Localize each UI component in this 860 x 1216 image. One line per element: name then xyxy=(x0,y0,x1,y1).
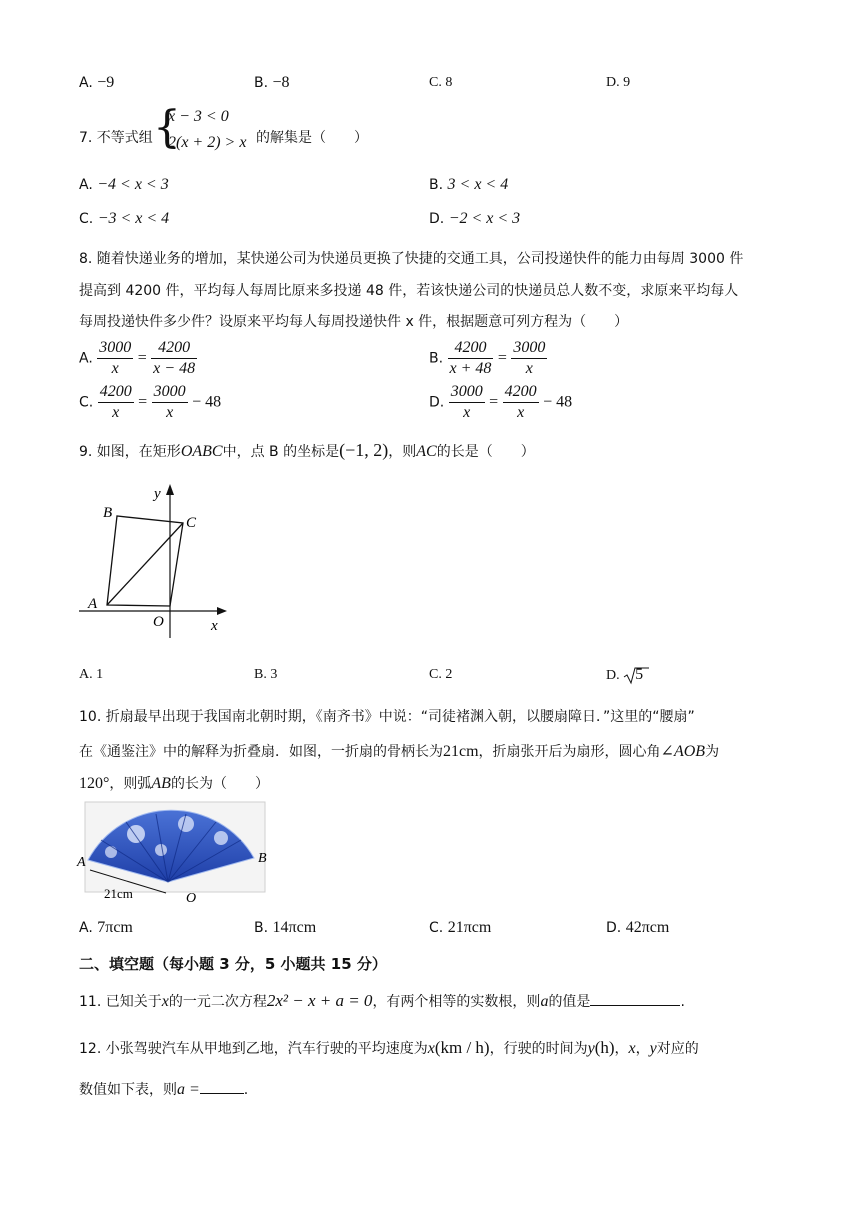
q9-option-a: A. 1 xyxy=(79,667,104,682)
q6-option-c: C. 8 xyxy=(429,75,453,90)
q8-stem-line-1: 8. 随着快递业务的增加，某快递公司为快递员更换了快捷的交通工具，公司投递快件的能力由每周 3000 件 xyxy=(79,251,744,267)
label-a: A xyxy=(88,596,98,612)
q12-answer-blank[interactable] xyxy=(200,1093,244,1094)
fan-label-b: B xyxy=(258,851,267,866)
label-c: C xyxy=(186,515,197,531)
q6-option-b: B. −8 xyxy=(254,74,290,91)
label-x: x xyxy=(211,618,218,634)
q8-option-d: D. $\frac{3000}{x}$ = $\frac{4200}{x}$ − 48 xyxy=(429,383,573,421)
q7-option-c: C. −3 < x < 4 xyxy=(79,210,170,227)
y-axis-arrow xyxy=(166,484,174,495)
q7-brace: { xyxy=(153,102,181,153)
q10-option-a: A. 7πcm xyxy=(79,919,133,936)
q10-option-d: D. 42πcm xyxy=(606,919,670,936)
q9-figure xyxy=(75,478,235,643)
q7-ineq-1: x − 3 < 0 xyxy=(168,108,229,125)
q7-option-b: B. 3 < x < 4 xyxy=(429,176,509,193)
q12-stem-line-2: 数值如下表，则a = . xyxy=(79,1081,249,1098)
q6-option-a: A. −9 xyxy=(79,74,115,91)
q7-option-d: D. −2 < x < 3 xyxy=(429,210,521,227)
section-heading-fill-in: 二、填空题（每小题 3 分，5 小题共 15 分） xyxy=(79,955,387,973)
q9-stem: 9. 如图，在矩形OABC中，点 B 的坐标是(−1, 2)，则AC的长是（ ） xyxy=(79,440,535,460)
fan-length-label: 21cm xyxy=(104,886,133,901)
q10-option-c: C. 21πcm xyxy=(429,919,492,936)
q7-option-a: A. −4 < x < 3 xyxy=(79,176,169,193)
q11-answer-blank[interactable] xyxy=(590,1005,680,1006)
fan-flower xyxy=(155,844,167,856)
q7-stem-suffix: 的解集是（ ） xyxy=(256,130,368,146)
q8-stem-line-3: 每周投递快件多少件？设原来平均每人每周投递快件 x 件，根据题意可列方程为（ ） xyxy=(79,314,629,330)
fan-label-o: O xyxy=(186,891,197,905)
q10-option-b: B. 14πcm xyxy=(254,919,317,936)
q8-option-a: A. $\frac{3000}{x}$ = $\frac{4200}{x - 48}$ xyxy=(79,339,196,377)
fan-flower xyxy=(214,831,228,845)
q9-option-d: D. 5 xyxy=(606,666,643,684)
label-b: B xyxy=(103,505,113,521)
q8-option-b: B. $\frac{4200}{x + 48}$ = $\frac{3000}{x}$ xyxy=(429,339,546,377)
q7-stem-prefix: 7. 不等式组 xyxy=(79,130,153,146)
q6-option-d: D. 9 xyxy=(606,75,631,90)
fan-flower xyxy=(105,846,117,858)
q10-fan-figure xyxy=(76,800,276,905)
fan-flower xyxy=(178,816,194,832)
q9-option-b: B. 3 xyxy=(254,667,278,682)
q10-stem-line-2: 在《通鉴注》中的解释为折叠扇．如图，一折扇的骨柄长为21cm，折扇张开后为扇形，圆心角∠AOB为 xyxy=(79,743,720,760)
q10-stem-line-3: 120°，则弧AB的长为（ ） xyxy=(79,775,269,792)
fan-label-a: A xyxy=(77,855,86,870)
q7-ineq-2: 2(x + 2) > x xyxy=(168,134,247,151)
label-y: y xyxy=(154,486,161,502)
sqrt-radicand: 5 xyxy=(635,666,644,683)
q12-stem-line-1: 12. 小张驾驶汽车从甲地到乙地，汽车行驶的平均速度为x(km / h)，行驶的时间为y(h)，x，y对应的 xyxy=(79,1038,699,1057)
x-axis-arrow xyxy=(217,607,227,615)
q11-stem: 11. 已知关于x的一元二次方程2x² − x + a = 0，有两个相等的实数根，则a的值是 . xyxy=(79,991,685,1010)
q9-option-c: C. 2 xyxy=(429,667,453,682)
q8-option-c: C. $\frac{4200}{x}$ = $\frac{3000}{x}$ − 48 xyxy=(79,383,222,421)
label-o: O xyxy=(153,614,164,630)
q10-stem-line-1: 10. 折扇最早出现于我国南北朝时期，《南齐书》中说：“司徒褚渊入朝，以腰扇障日．”这里的“腰扇” xyxy=(79,709,695,725)
q8-stem-line-2: 提高到 4200 件，平均每人每周比原来多投递 48 件，若该快递公司的快递员总人数不变，求原来平均每人 xyxy=(79,283,739,299)
